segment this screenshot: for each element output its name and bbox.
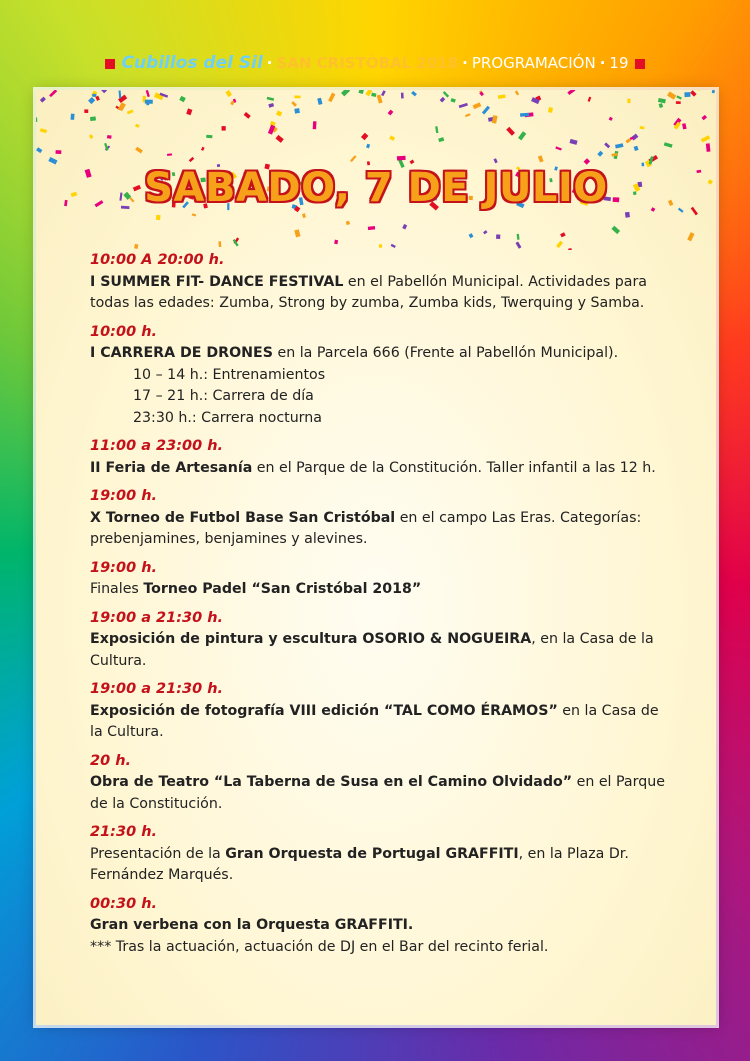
event-description (90, 915, 670, 937)
red-square-icon (105, 59, 115, 69)
confetti-piece (658, 98, 666, 103)
confetti-piece (443, 91, 449, 97)
confetti-piece (350, 155, 356, 162)
event-title: Torneo Padel “San Cristóbal 2018” (143, 581, 422, 597)
event-time: 21:30 h. (90, 824, 158, 840)
confetti-piece (588, 97, 592, 102)
event-detail: en el campo Las Eras. Categorías: prebenjamines, benjamines y alevines. (90, 509, 642, 547)
event-description (90, 701, 670, 744)
event-title: II Feria de Artesanía (90, 459, 253, 476)
page-title: SABADO, 7 DE JULIO (144, 165, 608, 211)
confetti-piece (440, 97, 446, 103)
confetti-piece (134, 244, 138, 249)
confetti-piece (402, 224, 407, 230)
section-name: PROGRAMACIÓN (471, 54, 596, 72)
event-title: Obra de Teatro “La Taberna de Susa en el Camino Olvidado” (90, 774, 573, 790)
confetti-piece (597, 151, 603, 157)
event-item (90, 679, 670, 744)
event-detail: , en la Plaza Dr. Fernández Marqués. (90, 845, 629, 883)
confetti-piece (518, 131, 526, 140)
confetti-piece (567, 90, 575, 95)
confetti-piece (276, 111, 282, 117)
event-detail: en el Pabellón Municipal. Actividades para todas las edades: Zumba, Strong by zumba, Zumba kids, Twerquing y Samba. (90, 273, 647, 311)
confetti-piece (388, 110, 394, 116)
confetti-piece (538, 155, 544, 162)
confetti-piece (328, 93, 335, 103)
confetti-piece (346, 221, 350, 225)
event-time: 10:00 A 20:00 h. (90, 252, 225, 268)
event-description (90, 844, 670, 887)
event-title: Gran Orquesta de Portugal GRAFFITI (225, 845, 519, 862)
confetti-piece (687, 232, 694, 241)
confetti-piece (127, 110, 134, 115)
event-description (90, 629, 670, 672)
confetti-piece (492, 115, 498, 123)
brand-logo: Cubillos del Sil (121, 53, 263, 73)
event-item (90, 322, 670, 430)
confetti-piece (506, 127, 515, 136)
event-description (90, 272, 670, 315)
confetti-piece (411, 91, 417, 96)
confetti-piece (627, 99, 630, 104)
confetti-piece (267, 97, 274, 101)
event-subitem: 23:30 h.: Carrera nocturna (133, 409, 322, 426)
event-item (90, 436, 670, 479)
page-number: 19 (609, 54, 629, 72)
event-item (90, 250, 670, 315)
confetti-piece (294, 96, 300, 99)
confetti-piece (88, 97, 95, 104)
confetti-piece (145, 100, 153, 104)
confetti-piece (192, 213, 196, 216)
confetti-piece (451, 98, 456, 103)
event-detail: , en la Casa de la Cultura. (90, 631, 654, 669)
confetti-piece (498, 94, 506, 98)
confetti-piece (294, 108, 300, 114)
confetti-piece (604, 142, 610, 148)
confetti-piece (201, 147, 205, 151)
confetti-piece (186, 108, 192, 115)
confetti-piece (70, 114, 74, 120)
event-name: SAN CRISTÓBAL 2018 (276, 54, 459, 72)
confetti-piece (631, 134, 638, 141)
confetti-piece (676, 95, 682, 99)
confetti-piece (89, 134, 94, 139)
confetti-piece (36, 147, 42, 153)
confetti-piece (706, 143, 711, 152)
confetti-piece (291, 101, 297, 107)
confetti-piece (36, 117, 37, 122)
event-prefix: Presentación de la (90, 845, 226, 862)
event-title: Exposición de pintura y escultura OSORIO & NOGUEIRA (90, 631, 532, 647)
confetti-piece (244, 112, 251, 119)
confetti-piece (379, 244, 383, 248)
confetti-piece (92, 94, 96, 97)
event-note: *** Tras la actuación, actuación de DJ en el Bar del recinto ferial. (90, 938, 549, 955)
confetti-piece (377, 95, 383, 104)
confetti-piece (119, 91, 122, 99)
event-description (90, 772, 670, 815)
confetti-piece (40, 128, 47, 133)
confetti-piece (49, 90, 57, 97)
event-item (90, 608, 670, 673)
confetti-piece (334, 240, 338, 245)
event-time: 19:00 a 21:30 h. (90, 681, 224, 697)
confetti-piece (520, 113, 529, 117)
confetti-piece (465, 113, 471, 117)
confetti-piece (517, 234, 520, 240)
confetti-piece (702, 115, 707, 120)
confetti-piece (397, 156, 406, 161)
confetti-piece (101, 90, 107, 93)
event-time: 19:00 a 21:30 h. (90, 609, 224, 626)
confetti-piece (107, 135, 112, 139)
confetti-piece (435, 126, 438, 133)
confetti-piece (496, 234, 500, 239)
page-header: Cubillos del Sil · SAN CRISTÓBAL 2018 · PROGRAMACIÓN · 19 (0, 50, 750, 76)
confetti-piece (548, 107, 553, 113)
confetti-piece (459, 103, 468, 108)
confetti-piece (48, 157, 57, 165)
confetti-piece (438, 137, 444, 142)
confetti-piece (401, 93, 404, 99)
event-time: 00:30 h. (90, 895, 158, 912)
confetti-piece (206, 135, 212, 139)
confetti-piece (225, 90, 232, 97)
confetti-piece (515, 90, 519, 95)
confetti-piece (40, 97, 46, 103)
event-item (90, 558, 670, 601)
event-time: 11:00 a 23:00 h. (90, 438, 224, 454)
confetti-piece (684, 92, 690, 97)
confetti-piece (179, 96, 186, 102)
confetti-piece (516, 242, 522, 249)
event-detail: en el Parque de la Constitución. Taller infantil a las 12 h. (252, 459, 656, 476)
confetti-piece (712, 90, 715, 93)
event-subitem: 10 – 14 h.: Entrenamientos (133, 366, 326, 383)
event-description (90, 579, 670, 601)
confetti-piece (368, 226, 375, 230)
confetti-piece (473, 102, 482, 109)
confetti-piece (667, 91, 676, 99)
confetti-piece (56, 150, 62, 154)
event-title: Gran verbena con la Orquesta GRAFFITI. (90, 917, 414, 933)
event-description (90, 343, 670, 365)
confetti-piece (682, 123, 687, 129)
confetti-piece (483, 230, 487, 234)
confetti-piece (482, 106, 490, 115)
confetti-piece (361, 133, 368, 141)
confetti-piece (569, 139, 577, 145)
confetti-piece (469, 233, 474, 238)
confetti-piece (410, 160, 415, 165)
confetti-piece (302, 213, 306, 218)
event-description (90, 508, 670, 551)
confetti-piece (676, 101, 681, 104)
confetti-piece (615, 143, 623, 148)
confetti-piece (358, 90, 363, 94)
event-time: 20 h. (90, 752, 132, 769)
event-list (90, 250, 670, 965)
event-item (90, 751, 670, 816)
red-square-icon (635, 59, 645, 69)
confetti-piece (294, 229, 300, 237)
confetti-piece (371, 93, 376, 97)
confetti-piece (611, 226, 620, 234)
confetti-piece (146, 90, 150, 97)
confetti-piece (218, 241, 221, 247)
confetti-piece (659, 103, 663, 108)
confetti-piece (690, 90, 696, 96)
event-time: 19:00 h. (90, 488, 158, 504)
event-detail: en la Casa de la Cultura. (90, 702, 659, 740)
event-title: I CARRERA DE DRONES (90, 345, 273, 361)
event-title: I SUMMER FIT- DANCE FESTIVAL (90, 273, 344, 290)
event-item (90, 486, 670, 551)
confetti-piece (135, 124, 139, 128)
confetti-piece (90, 116, 96, 121)
confetti-piece (381, 90, 386, 96)
event-time: 10:00 h. (90, 323, 158, 340)
confetti-piece (391, 244, 396, 248)
confetti-piece (167, 153, 172, 156)
confetti-piece (341, 90, 350, 96)
event-detail: en el Parque de la Constitución. (90, 774, 665, 812)
confetti-piece (189, 157, 194, 162)
event-prefix: Finales (90, 581, 144, 597)
confetti-piece (268, 103, 274, 108)
confetti-piece (640, 126, 645, 129)
confetti-piece (276, 135, 284, 143)
confetti-piece (156, 215, 161, 220)
event-title: X Torneo de Futbol Base San Cristóbal (90, 509, 396, 526)
event-subitem: 17 – 21 h.: Carrera de día (133, 388, 314, 404)
confetti-piece (366, 144, 370, 149)
confetti-piece (584, 158, 591, 165)
event-time: 19:00 h. (90, 559, 158, 576)
confetti-piece (494, 158, 498, 163)
event-title: Exposición de fotografía VIII edición “TAL COMO ÉRAMOS” (90, 702, 558, 719)
confetti-piece (84, 109, 88, 113)
confetti-piece (555, 146, 561, 150)
program-panel (36, 90, 716, 1025)
confetti-piece (222, 126, 226, 130)
confetti-piece (625, 212, 630, 218)
confetti-piece (135, 147, 143, 154)
confetti-piece (389, 135, 395, 141)
confetti-piece (664, 142, 673, 147)
confetti-piece (634, 146, 639, 151)
event-description (90, 458, 670, 480)
confetti-piece (556, 241, 563, 248)
confetti-piece (317, 98, 322, 105)
event-detail: en la Parcela 666 (Frente al Pabellón Municipal). (272, 345, 619, 361)
event-item (90, 822, 670, 887)
confetti-piece (313, 121, 317, 129)
confetti-piece (609, 117, 613, 121)
event-item (90, 894, 670, 959)
confetti-piece (560, 232, 565, 237)
confetti-piece (701, 135, 710, 142)
